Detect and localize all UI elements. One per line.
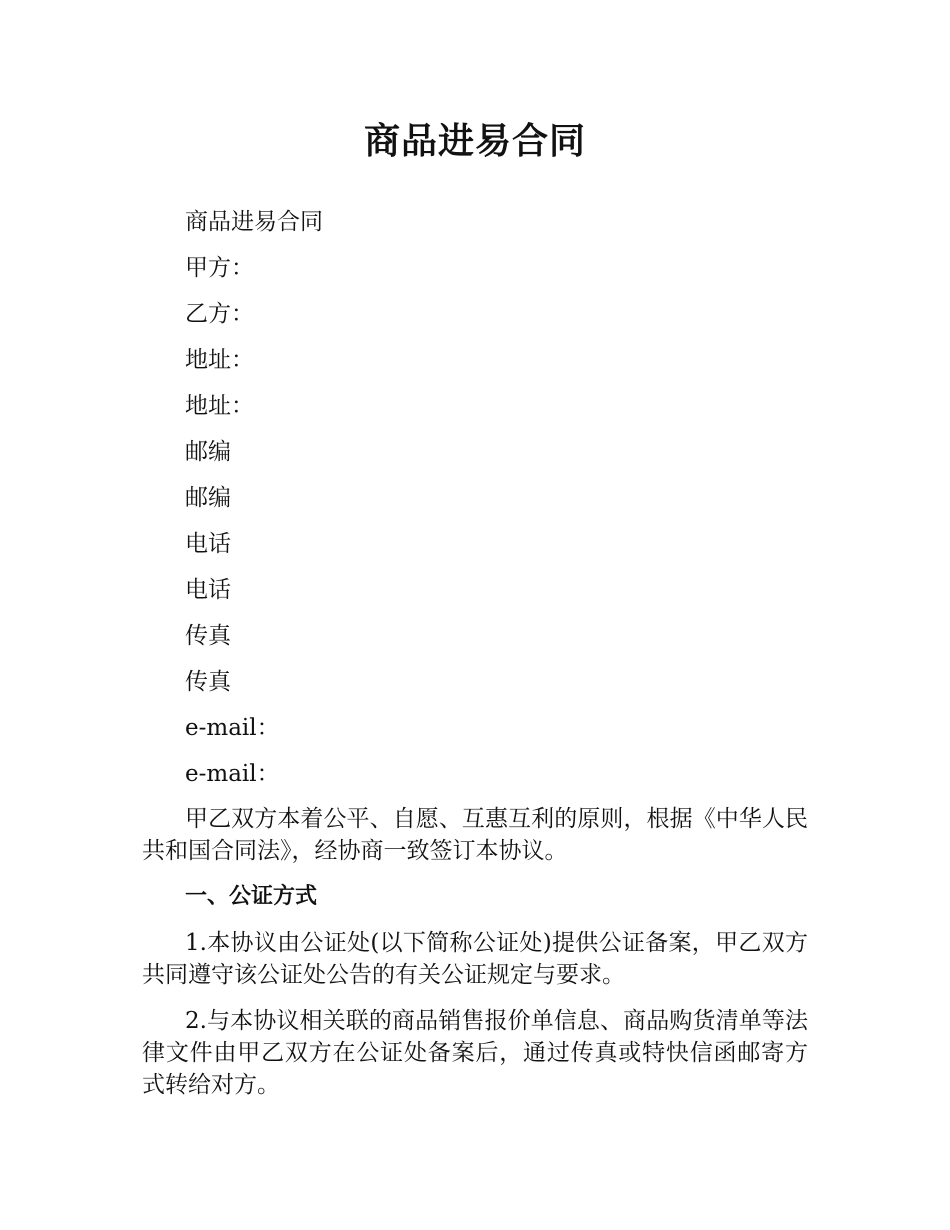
email-line-b: e-mail： [185,761,280,787]
address-line-b: 地址： [185,393,254,419]
contract-name-line: 商品进易合同 [185,209,323,235]
email-line-a: e-mail： [185,715,280,741]
section-heading-notarization: 一、公证方式 [185,884,318,909]
postcode-line-b: 邮编 [185,485,231,511]
fax-line-a: 传真 [185,623,231,649]
postcode-line-a: 邮编 [185,439,231,465]
address-line-a: 地址： [185,347,254,373]
fax-line-b: 传真 [185,669,231,695]
phone-line-b: 电话 [185,577,231,603]
phone-line-a: 电话 [185,531,231,557]
section1-item-2: 2.与本协议相关联的商品销售报价单信息、商品购货清单等法律文件由甲乙双方在公证处备案后，通过传真或特快信函邮寄方式转给对方。 [142,1008,808,1098]
party-a-line: 甲方： [185,255,254,281]
document-body [142,199,808,1101]
party-b-line: 乙方： [185,301,254,327]
document-title: 商品进易合同 [363,121,586,162]
intro-paragraph: 甲乙双方本着公平、自愿、互惠互利的原则，根据《中华人民共和国合同法》，经协商一致签订本协议。 [142,806,808,864]
section1-item-1: 1.本协议由公证处(以下简称公证处)提供公证备案，甲乙双方共同遵守该公证处公告的有关公证规定与要求。 [142,930,808,988]
